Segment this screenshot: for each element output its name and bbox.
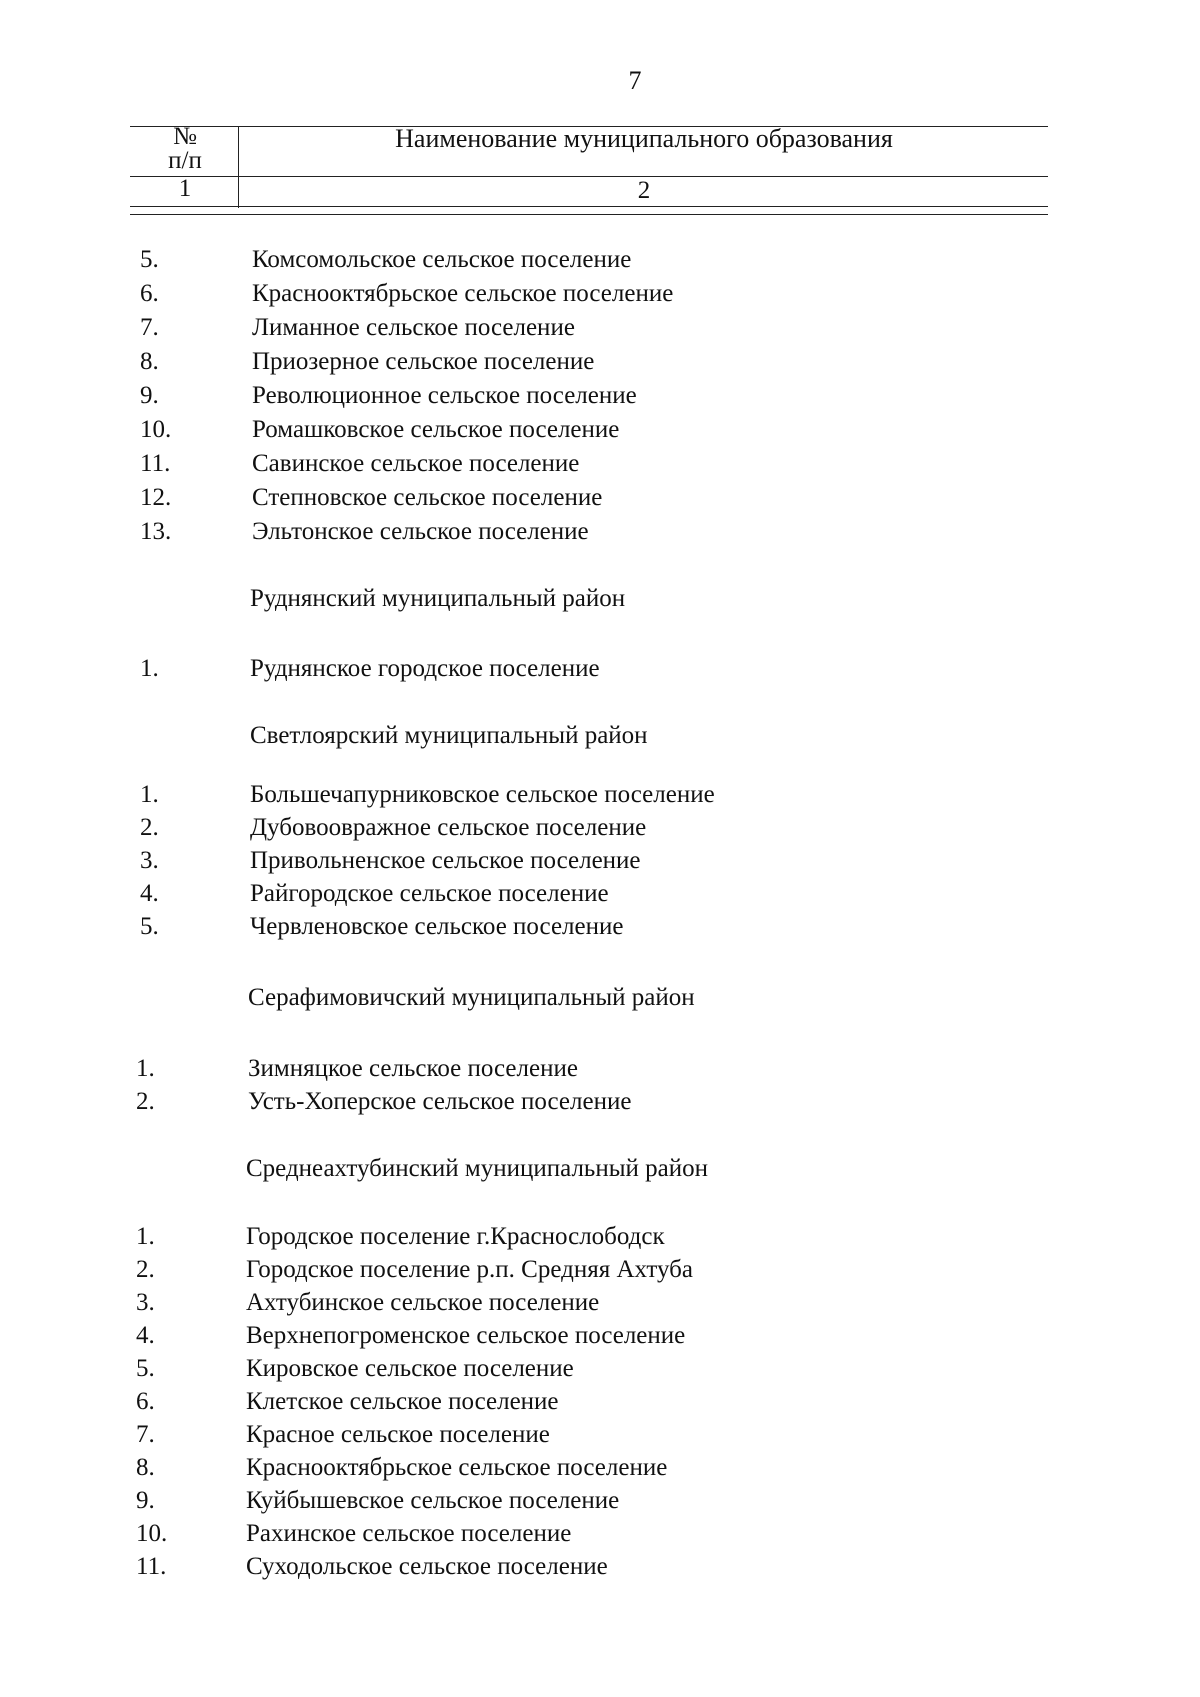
item-name: Городское поселение г.Краснослободск [246,1223,665,1250]
item-number: 4. [140,880,159,907]
item-name: Усть-Хоперское сельское поселение [248,1088,632,1115]
item-name: Рахинское сельское поселение [246,1520,572,1547]
header-bottom-rule [130,214,1048,215]
item-name: Ахтубинское сельское поселение [246,1289,600,1316]
item-number: 12. [140,484,172,511]
item-number: 8. [136,1454,155,1481]
item-number: 5. [136,1355,155,1382]
item-name: Зимняцкое сельское поселение [248,1055,578,1082]
item-name: Кировское сельское поселение [246,1355,574,1382]
item-number: 5. [140,246,159,273]
item-number: 2. [136,1256,155,1283]
item-number: 10. [140,416,172,443]
header-index-rule [130,206,1048,207]
district-title: Серафимовичский муниципальный район [248,984,695,1011]
item-number: 8. [140,348,159,375]
district-title: Среднеахтубинский муниципальный район [246,1155,708,1182]
item-number: 10. [136,1520,168,1547]
item-name: Руднянское городское поселение [250,655,600,682]
item-name: Городское поселение р.п. Средняя Ахтуба [246,1256,693,1283]
item-name: Революционное сельское поселение [252,382,637,409]
item-number: 6. [136,1388,155,1415]
item-number: 6. [140,280,159,307]
item-name: Красное сельское поселение [246,1421,550,1448]
item-number: 1. [136,1055,155,1082]
col1-title-line2: п/п [168,147,202,174]
item-name: Краснооктябрьское сельское поселение [246,1454,668,1481]
item-name: Степновское сельское поселение [252,484,603,511]
col2-title: Наименование муниципального образования [395,124,893,153]
item-number: 13. [140,518,172,545]
item-number: 2. [140,814,159,841]
item-name: Савинское сельское поселение [252,450,580,477]
item-number: 1. [140,781,159,808]
item-name: Краснооктябрьское сельское поселение [252,280,674,307]
item-number: 1. [136,1223,155,1250]
item-name: Ромашковское сельское поселение [252,416,620,443]
item-name: Лиманное сельское поселение [252,314,575,341]
item-name: Червленовское сельское поселение [250,913,624,940]
header-middle-rule [130,176,1048,177]
item-number: 7. [136,1421,155,1448]
item-number: 11. [136,1553,167,1580]
col1-index: 1 [178,175,192,202]
item-name: Комсомольское сельское поселение [252,246,632,273]
item-number: 11. [140,450,171,477]
item-number: 2. [136,1088,155,1115]
item-name: Верхнепогроменское сельское поселение [246,1322,686,1349]
item-number: 9. [140,382,159,409]
header-column-divider [238,126,239,208]
district-title: Светлоярский муниципальный район [250,722,648,749]
item-number: 3. [140,847,159,874]
item-number: 5. [140,913,159,940]
district-title: Руднянский муниципальный район [250,585,626,612]
item-name: Приозерное сельское поселение [252,348,595,375]
item-name: Клетское сельское поселение [246,1388,559,1415]
col1-title-line1: № [173,123,197,150]
col2-index: 2 [637,177,651,204]
item-name: Суходольское сельское поселение [246,1553,608,1580]
item-name: Эльтонское сельское поселение [252,518,589,545]
item-name: Привольненское сельское поселение [250,847,641,874]
item-name: Куйбышевское сельское поселение [246,1487,620,1514]
item-number: 7. [140,314,159,341]
item-name: Большечапурниковское сельское поселение [250,781,715,808]
item-name: Райгородское сельское поселение [250,880,609,907]
item-number: 9. [136,1487,155,1514]
item-number: 1. [140,655,159,682]
item-number: 4. [136,1322,155,1349]
item-name: Дубовоовражное сельское поселение [250,814,647,841]
item-number: 3. [136,1289,155,1316]
page-number: 7 [628,66,642,95]
